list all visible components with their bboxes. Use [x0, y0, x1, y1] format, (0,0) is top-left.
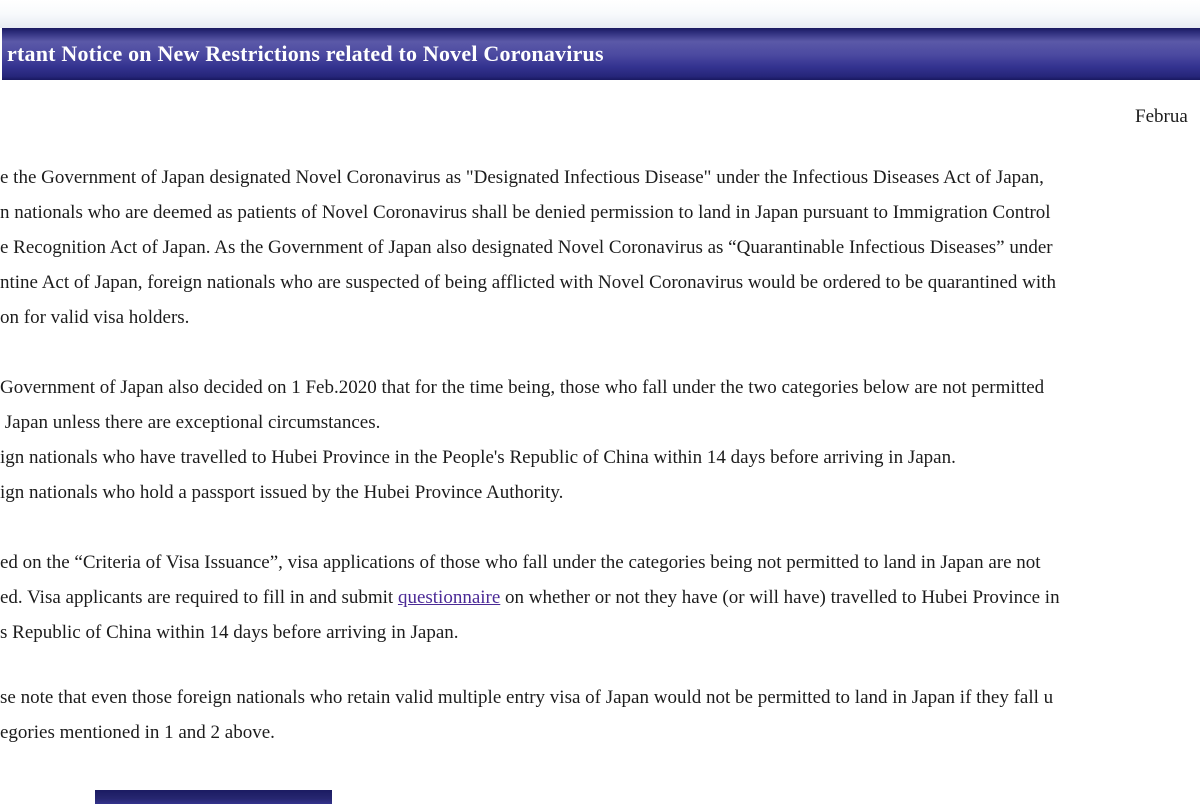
link-line-pre-text: ed. Visa applicants are required to fill in and submit: [0, 587, 398, 608]
text-line: s Republic of China within 14 days before arriving in Japan.: [0, 622, 459, 643]
text-line: ntine Act of Japan, foreign nationals who are suspected of being afflicted with Novel Coronavirus would be ordered to be quarantined with: [0, 272, 1056, 293]
text-line: on for valid visa holders.: [0, 307, 190, 328]
paragraph-visa-criteria: [0, 545, 1200, 650]
next-section-header-bar-partial: [95, 790, 332, 804]
questionnaire-link[interactable]: questionnaire: [397, 587, 501, 608]
text-line: e the Government of Japan designated Novel Coronavirus as "Designated Infectious Disease" under the Infectious Diseases Act of Japan,: [0, 167, 1044, 188]
paragraph-multiple-entry-visa: [0, 680, 1200, 750]
text-line: e Recognition Act of Japan. As the Government of Japan also designated Novel Coronavirus as “Quarantinable Infectious Diseases” under: [0, 237, 1053, 258]
text-line: ed on the “Criteria of Visa Issuance”, visa applications of those who fall under the categories being not permitted to land in Japan are not: [0, 552, 1041, 573]
text-line: n nationals who are deemed as patients of Novel Coronavirus shall be denied permission to land in Japan pursuant to Immigration Control: [0, 202, 1051, 223]
list-item-hubei-travel: ign nationals who have travelled to Hubei Province in the People's Republic of China within 14 days before arriving in Japan.: [0, 447, 956, 468]
text-line: se note that even those foreign nationals who retain valid multiple entry visa of Japan would not be permitted to land in Japan if they fall u: [0, 687, 1054, 708]
date-line: Februa: [1135, 106, 1188, 127]
page-title: rtant Notice on New Restrictions related to Novel Coronavirus: [7, 41, 604, 66]
page-top-strip: [0, 0, 1200, 28]
paragraph-entry-categories: [0, 370, 1200, 510]
text-line: egories mentioned in 1 and 2 above.: [0, 722, 275, 743]
paragraph-designated-disease: [0, 160, 1200, 335]
text-line-with-link: [0, 580, 1200, 615]
list-item-hubei-passport: ign nationals who hold a passport issued by the Hubei Province Authority.: [0, 482, 564, 503]
text-line: Japan unless there are exceptional circumstances.: [0, 412, 381, 433]
section-header-bar: [2, 28, 1200, 80]
link-line-post-text: on whether or not they have (or will have) travelled to Hubei Province in: [500, 587, 1060, 608]
text-line: Government of Japan also decided on 1 Feb.2020 that for the time being, those who fall under the two categories below are not permitted: [0, 377, 1045, 398]
